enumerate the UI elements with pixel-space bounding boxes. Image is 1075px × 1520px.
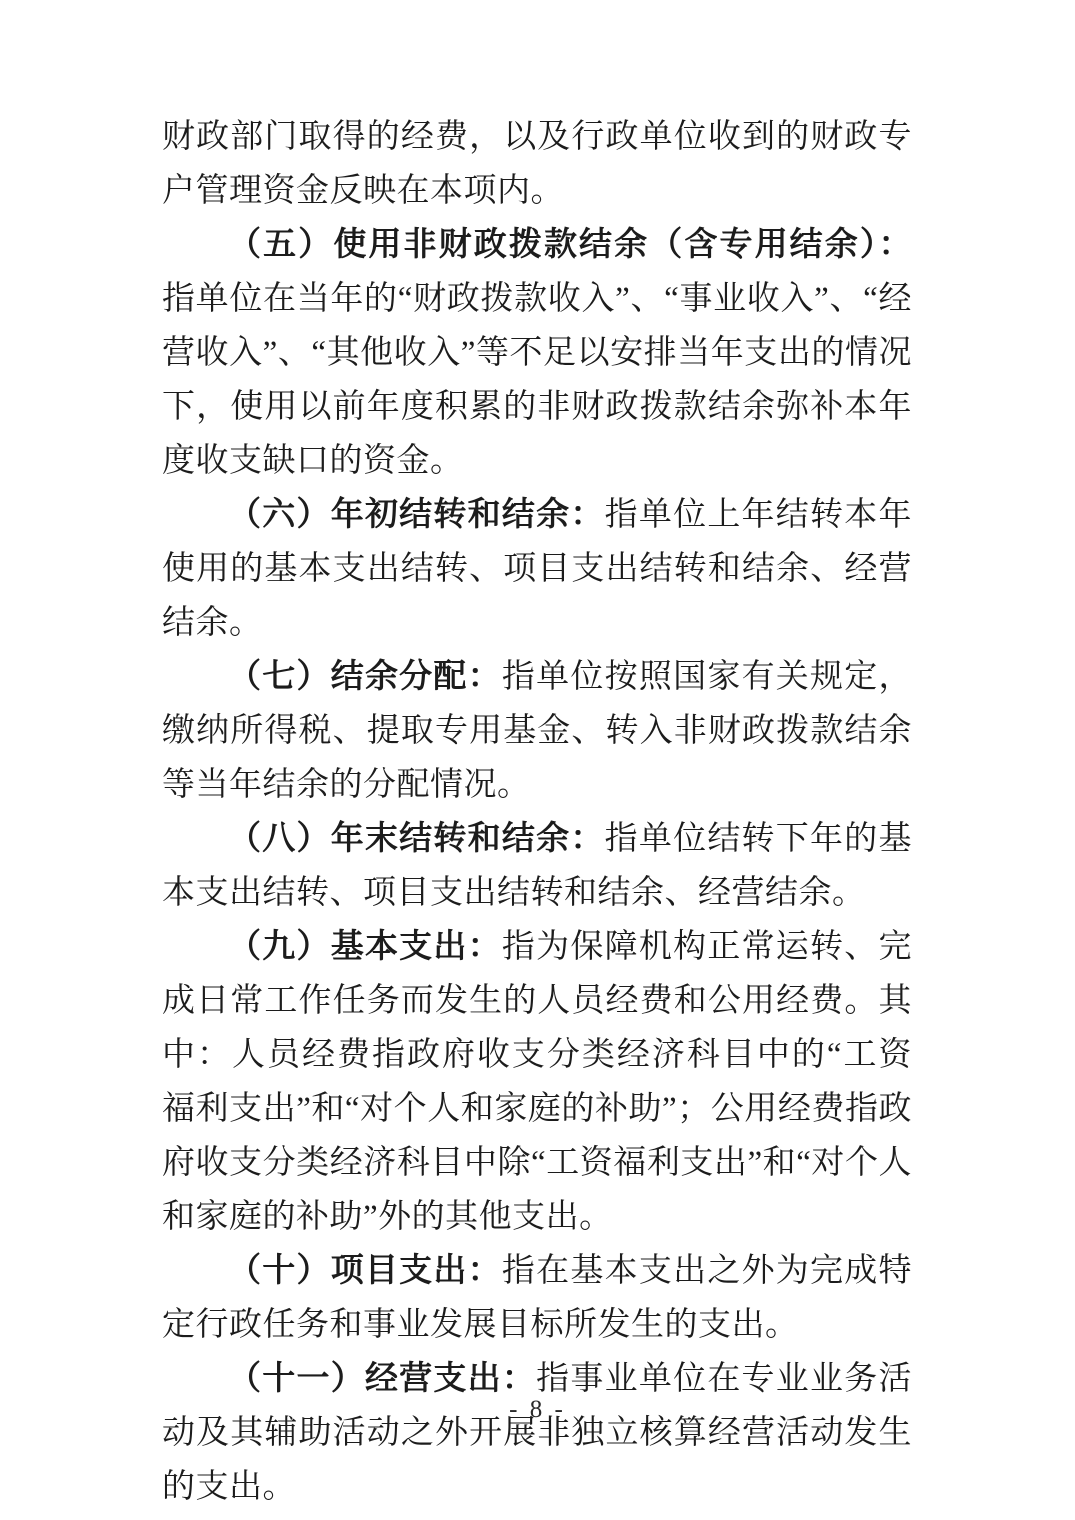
paragraph-text: 指单位按照国家有关规定，缴纳所得税、提取专用基金、转入非财政拨款结余等当年结余的分配情况。 — [162, 659, 913, 803]
paragraph-heading: （八）年末结转和结余： — [228, 821, 605, 857]
paragraph-text: 指单位在当年的“财政拨款收入”、“事业收入”、“经营收入”、“其他收入”等不足以安排当年支出的情况下，使用以前年度积累的非财政拨款结余弥补本年度收支缺口的资金。 — [162, 281, 912, 479]
paragraph-text: 指为保障机构正常运转、完成日常工作任务而发生的人员经费和公用经费。其中：人员经费指政府收支分类经济科目中的“工资福利支出”和“对个人和家庭的补助”；公用经费指政府收支分类经济科目中除“工资福利支出”和“对个人和家庭的补助”外的其他支出。 — [162, 929, 913, 1235]
paragraph — [162, 812, 912, 920]
paragraph-heading: （十一）经营支出： — [228, 1361, 537, 1397]
paragraph-text: 指在基本支出之外为完成特定行政任务和事业发展目标所发生的支出。 — [162, 1253, 913, 1343]
paragraph — [162, 920, 912, 1244]
paragraph-heading: （十）项目支出： — [228, 1253, 502, 1289]
paragraph — [162, 110, 912, 218]
paragraph — [162, 1352, 912, 1514]
paragraph-text: 指事业单位在专业业务活动及其辅助活动之外开展非独立核算经营活动发生的支出。 — [162, 1361, 913, 1505]
paragraph — [162, 650, 912, 812]
page-number: - 8 - — [509, 1396, 566, 1423]
paragraph — [162, 488, 912, 650]
paragraph-text: 财政部门取得的经费，以及行政单位收到的财政专户管理资金反映在本项内。 — [162, 119, 912, 209]
paragraph-heading: （九）基本支出： — [228, 929, 502, 965]
paragraph-heading: （六）年初结转和结余： — [228, 497, 605, 533]
document-body — [162, 110, 912, 1514]
paragraph-text: 指单位结转下年的基本支出结转、项目支出结转和结余、经营结余。 — [162, 821, 913, 911]
paragraph — [162, 1244, 912, 1352]
paragraph-heading: （五）使用非财政拨款结余（含专用结余）： — [228, 227, 912, 263]
paragraph-heading: （七）结余分配： — [228, 659, 502, 695]
paragraph-text: 指单位上年结转本年使用的基本支出结转、项目支出结转和结余、经营结余。 — [162, 497, 913, 641]
paragraph — [162, 218, 912, 488]
